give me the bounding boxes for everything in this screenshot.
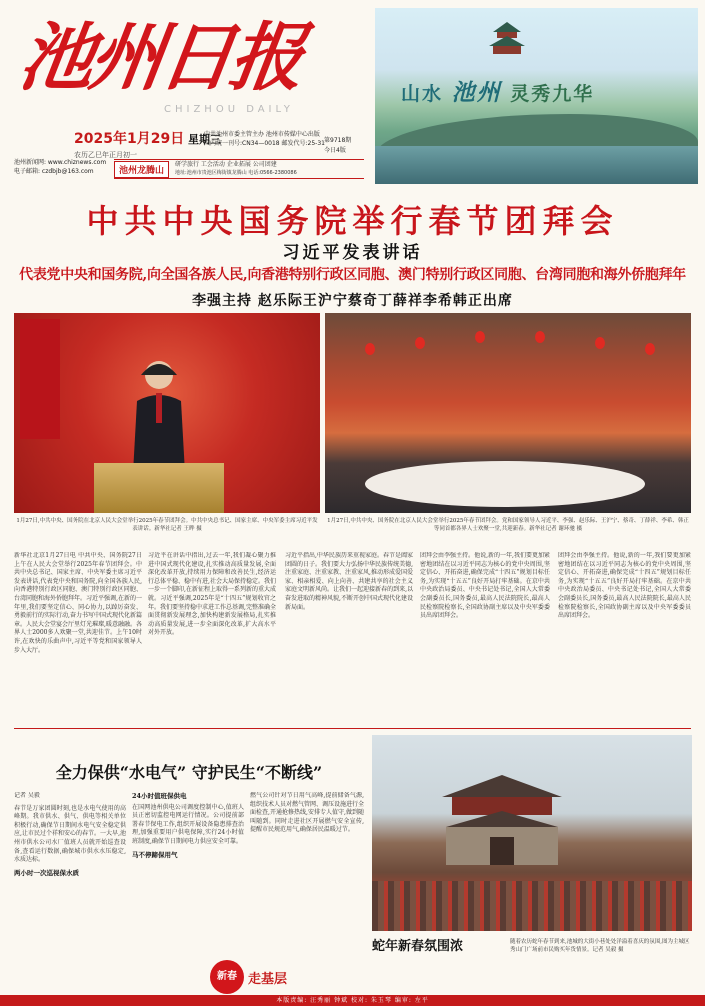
water-subhead-3: 马不停蹄保用气 (132, 850, 178, 859)
sub-headline: 习近平发表讲话 (282, 243, 423, 263)
water-article-headline[interactable]: 全力保供“水电气” 守护民生“不断线” (55, 763, 323, 782)
tourism-banner (375, 8, 698, 184)
photo-story-title: 蛇年新春氛围浓 (372, 939, 464, 954)
contact-info (14, 158, 110, 176)
spring-festival-photo[interactable] (372, 735, 692, 931)
water-article-text-2: 在国网池州供电公司调度控制中心,值班人员正密切监控电网运行情况。公司提前部署春节保电工作,组织开展设备隐患排查治理,加强重要用户供电保障,实行24小时值班制度,确保节日期间电力供应安全可靠。 (132, 803, 244, 845)
slogan-part-b: 池州 (451, 79, 502, 106)
lantern-icon (595, 337, 605, 349)
lantern-icon (645, 343, 655, 355)
slogan-part-c: 灵秀九华 (510, 83, 595, 105)
website-link[interactable]: 池州新闻网: www.chiznews.com (14, 159, 107, 166)
lantern-icon (475, 331, 485, 343)
lake-shape (375, 146, 698, 184)
ad-tag: 池州龙腾山 (114, 161, 169, 178)
round-table (365, 461, 645, 507)
water-byline: 记者 吴毅 (14, 792, 40, 799)
pagoda-icon (487, 20, 527, 54)
crowd-shape (372, 881, 692, 931)
newspaper-logo[interactable]: 池州日报 (13, 15, 307, 101)
issue-date: 2025年1月29日 (74, 131, 185, 147)
masthead (14, 8, 364, 184)
badge-circle: 新春 (210, 960, 244, 994)
photo3-caption: 随着农历蛇年春节到来,池城的大街小巷处处洋溢着喜庆的氛围,图为主城区秀山门广场前市民购买年货情景。记者 吴毅 摄 (510, 939, 690, 953)
main-article-col1: 新华社北京1月27日电 中共中央、国务院27日上午在人民大会堂举行2025年春节团拜会。中共中央总书记、国家主席、中央军委主席习近平发表讲话,代表党中央和国务院,向全国各族人民,向香港特别行政区同胞、澳门特别行政区同胞、台湾同胞和海外侨胞拜年。习近平强调,在新的一年里,我们要坚定信心、同心协力,以踔厉奋发、勇毅前行的实际行动,奋力书写中国式现代化新篇章。人民大会堂宴会厅里灯光璀璨,暖意融融。各界人士2000多人欢聚一堂,共迎佳节。上午10时许,在欢快的乐曲声中,习近平等党和国家领导人步入大厅。 (14, 552, 142, 654)
lantern-icon (535, 331, 545, 343)
main-article-col5: 团拜会由李强主持。他说,新的一年,我们要更加紧密地团结在以习近平同志为核心的党中央周围,坚定信心、开拓奋进,确保完成“十四五”规划目标任务,为实现“十五五”良好开局打牢基础。在京中共中央政治局委员、中央书记处书记,全国人大常委会副委员长,国务委员,最高人民法院院长,最高人民检察院检察长,全国政协副主席以及中央军委委员出席团拜会。 (558, 552, 691, 620)
podium (94, 463, 224, 513)
section-divider (14, 728, 691, 729)
main-article-col3: 习近平指出,中华民族历来重视家庭。春节是阖家团圆的日子。我们要大力弘扬中华民族传统美德,注重家庭、注重家教、注重家风,推动形成爱国爱家、相亲相爱、向上向善、共建共享的社会主义家庭文明新风尚。让我们一起迎接新春的到来,以奋发进取的精神风貌,不断开创中国式现代化建设新局面。 (285, 552, 413, 611)
weekday: 星期三 (188, 133, 222, 146)
banquet-photo[interactable] (325, 313, 691, 513)
registration-line: 国内统一刊号:CN34—0018 邮发代号:25-31 (204, 140, 325, 147)
flag-shape (20, 319, 60, 439)
ad-services: 研学旅行 工会活动 企业拓展 公司团建 (175, 161, 277, 168)
water-article-text-1: 春节是万家团圆时刻,也是水电气使用的高峰期。我市供水、供气、供电等相关单位积极行动,确保节日期间水电气安全稳定供应,让市民过个祥和安心的春节。一大早,池州市供水公司水厂值班人员就开始巡查设备,查看运行数据,确保城市供水水压稳定,水质达标。 (14, 804, 126, 864)
water-subhead-1: 两小时一次巡视保水质 (14, 868, 79, 877)
city-gate-icon (442, 775, 562, 865)
publisher-line: 中共池州市委主管主办 池州市传媒中心出版 (204, 131, 320, 138)
feature-badge (210, 960, 320, 994)
main-headline[interactable]: 中共中央国务院举行春节团拜会 (86, 202, 619, 240)
lantern-icon (415, 337, 425, 349)
badge-text: 走基层 (248, 972, 288, 987)
main-article-col4: 团拜会由李强主持。他说,新的一年,我们要更加紧密地团结在以习近平同志为核心的党中央周围,坚定信心、开拓奋进,确保完成“十四五”规划目标任务,为实现“十五五”良好开局打牢基础。在京中共中央政治局委员、中央书记处书记,全国人大常委会副委员长,国务委员,最高人民法院院长,最高人民检察院检察长,全国政协副主席以及中央军委委员出席团拜会。 (420, 552, 550, 620)
water-subhead-2: 24小时值班保供电 (132, 792, 187, 800)
speaker-figure (129, 353, 189, 473)
lunar-date: 农历乙巳年正月初一 (74, 151, 137, 159)
water-article-col3: 燃气公司针对节日用气高峰,提前储备气源,组织技术人员对燃气管网、调压设施进行全面检查,开通抢修热线,安排专人值守,做到随叫随到。同时走进社区开展燃气安全宣传,提醒市民规范用气,确保居民温暖过节。 (250, 792, 364, 834)
presiders-line: 李强主持 赵乐际王沪宁蔡奇丁薛祥李希韩正出席 (192, 293, 513, 309)
email-link[interactable]: 电子邮箱: czdbjb@163.com (14, 168, 94, 175)
photo2-caption: 1月27日,中共中央、国务院在北京人民大会堂举行2025年春节团拜会。党和国家领导人习近平、李强、赵乐际、王沪宁、蔡奇、丁薛祥、李希、韩正等同首都各界人士欢聚一堂,共迎新春。新华社记者 谢环驰 摄 (327, 518, 689, 532)
page-footer: 本版责编: 汪秀丽 钟斌 校对: 朱玉琴 编审: 左平 (0, 995, 705, 1006)
deck-headline: 代表党中央和国务院,向全国各族人民,向香港特别行政区同胞、澳门特别行政区同胞、台湾同胞和海外侨胞拜年 (19, 267, 686, 283)
photo1-caption: 1月27日,中共中央、国务院在北京人民大会堂举行2025年春节团拜会。中共中央总书记、国家主席、中央军委主席习近平发表讲话。新华社记者 王晔 摄 (16, 518, 318, 532)
issue-number: 第9718期 (324, 137, 352, 144)
lantern-icon (365, 343, 375, 355)
ad-strip (114, 159, 364, 179)
speech-photo[interactable] (14, 313, 320, 513)
banner-slogan (401, 74, 594, 107)
page-count: 今日4版 (324, 147, 346, 154)
slogan-part-a: 山水 (401, 83, 444, 105)
water-article-col1 (14, 792, 126, 992)
issue-info (324, 136, 351, 156)
main-article-col2: 习近平在讲话中指出,过去一年,我们凝心聚力推进中国式现代化建设,扎实推动高质量发展,全面深化改革开放,持续用力保障和改善民生,经济运行总体平稳、稳中有进,社会大局保持稳定。我们一步一个脚印,在新征程上取得一系列新的重大成就。习近平强调,2025年是“十四五”规划收官之年。我们要坚持稳中求进工作总基调,完整准确全面贯彻新发展理念,加快构建新发展格局,扎实推动高质量发展,进一步全面深化改革,扩大高水平对外开放。 (148, 552, 276, 637)
publisher-info (204, 130, 325, 148)
ad-address: 地址:池州市贵池区梅街镇龙腾山 电话:0566-2380086 (175, 170, 297, 176)
newspaper-logo-english: CHIZHOU DAILY (164, 104, 294, 115)
